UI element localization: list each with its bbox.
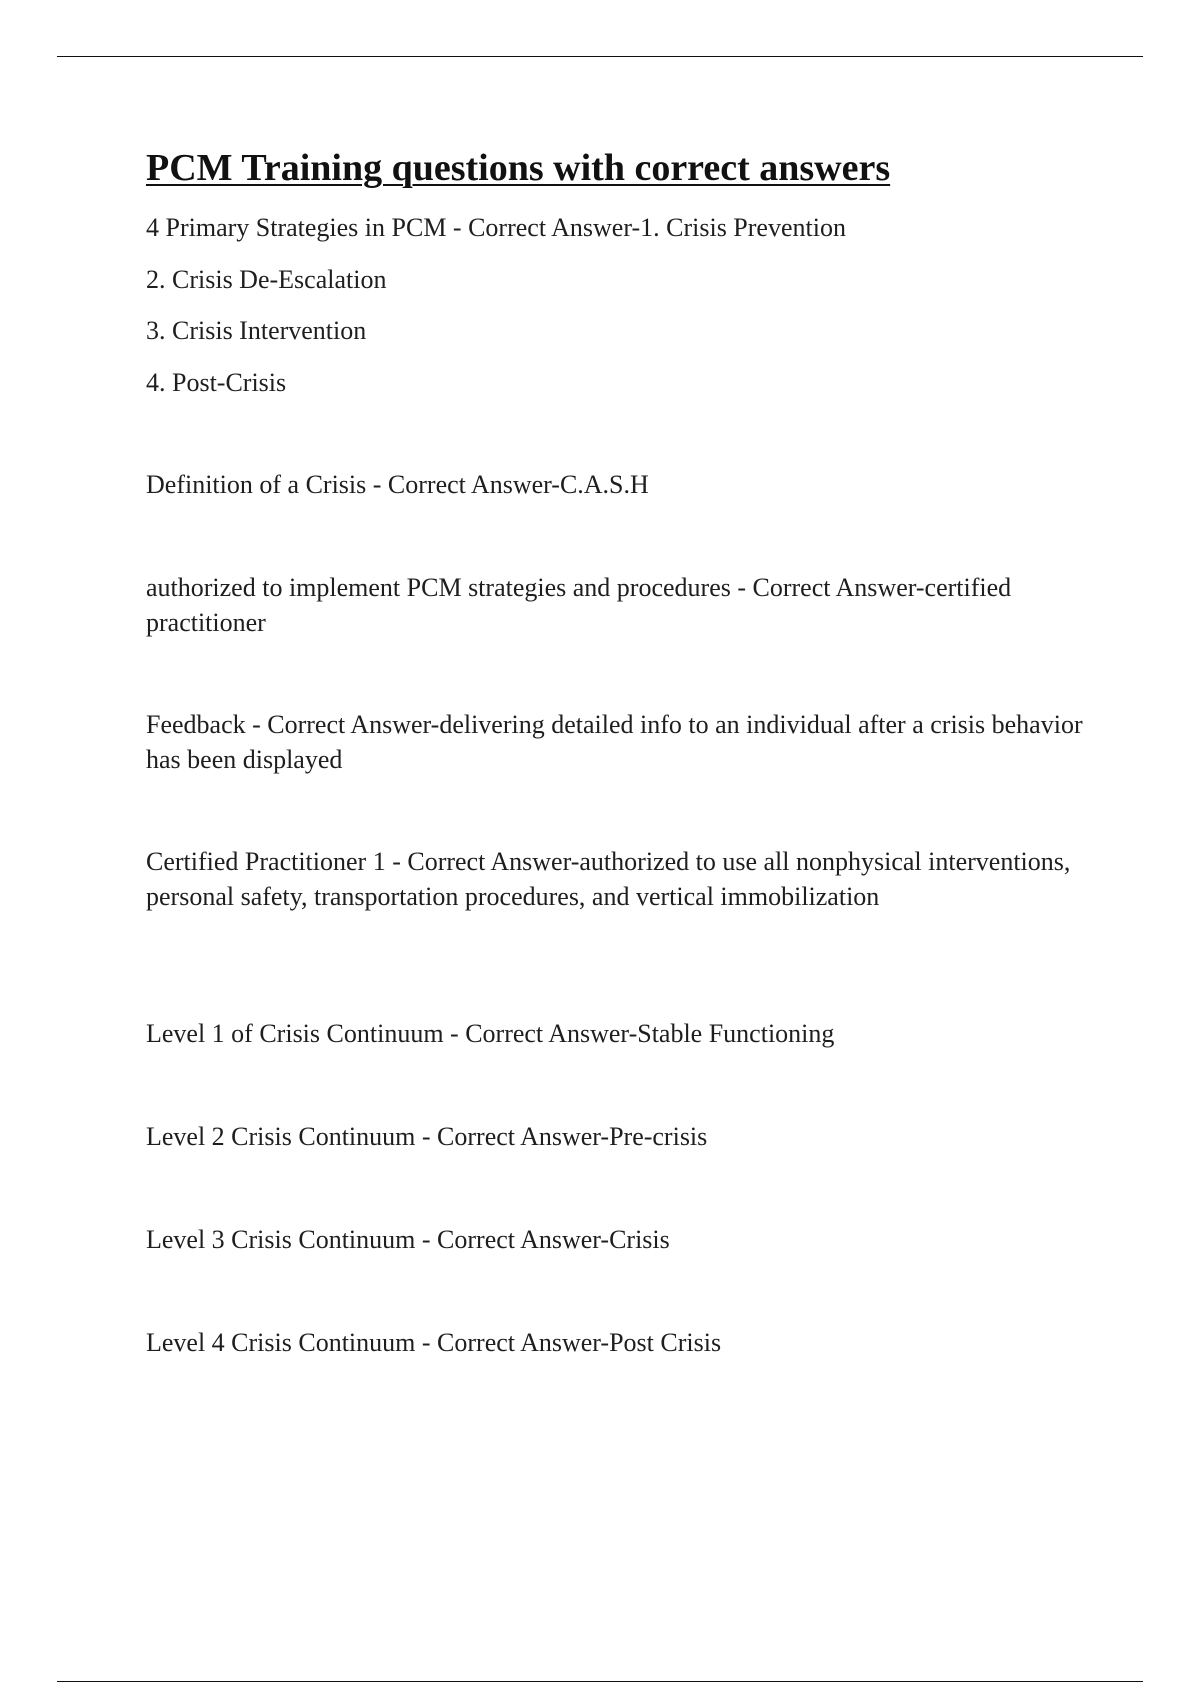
entry-certified-practitioner-1: Certified Practitioner 1 - Correct Answer-authorized to use all nonphysical interventions, personal safety, transportation procedures, and vertical immobilization [146,847,1071,911]
entry-level-3: Level 3 Crisis Continuum - Correct Answer-Crisis [146,1225,670,1254]
page-title: PCM Training questions with correct answers [146,147,891,189]
entry-strategies-line-4: 4. Post-Crisis [146,368,287,397]
entry-feedback: Feedback - Correct Answer-delivering detailed info to an individual after a crisis behavior has been displayed [146,710,1083,774]
entry-strategies-line-3: 3. Crisis Intervention [146,316,367,345]
entry-level-1: Level 1 of Crisis Continuum - Correct Answer-Stable Functioning [146,1019,835,1048]
entry-level-4: Level 4 Crisis Continuum - Correct Answer-Post Crisis [146,1328,722,1357]
entry-level-2: Level 2 Crisis Continuum - Correct Answer-Pre-crisis [146,1122,708,1151]
entry-definition-of-crisis: Definition of a Crisis - Correct Answer-C.A.S.H [146,470,649,499]
entry-authorized-to-implement: authorized to implement PCM strategies and procedures - Correct Answer-certified practitioner [146,573,1012,637]
entry-strategies-line-1: 4 Primary Strategies in PCM - Correct Answer-1. Crisis Prevention [146,213,846,242]
top-rule [57,56,1143,57]
bottom-rule [57,1681,1143,1682]
entry-strategies-line-2: 2. Crisis De-Escalation [146,265,387,294]
